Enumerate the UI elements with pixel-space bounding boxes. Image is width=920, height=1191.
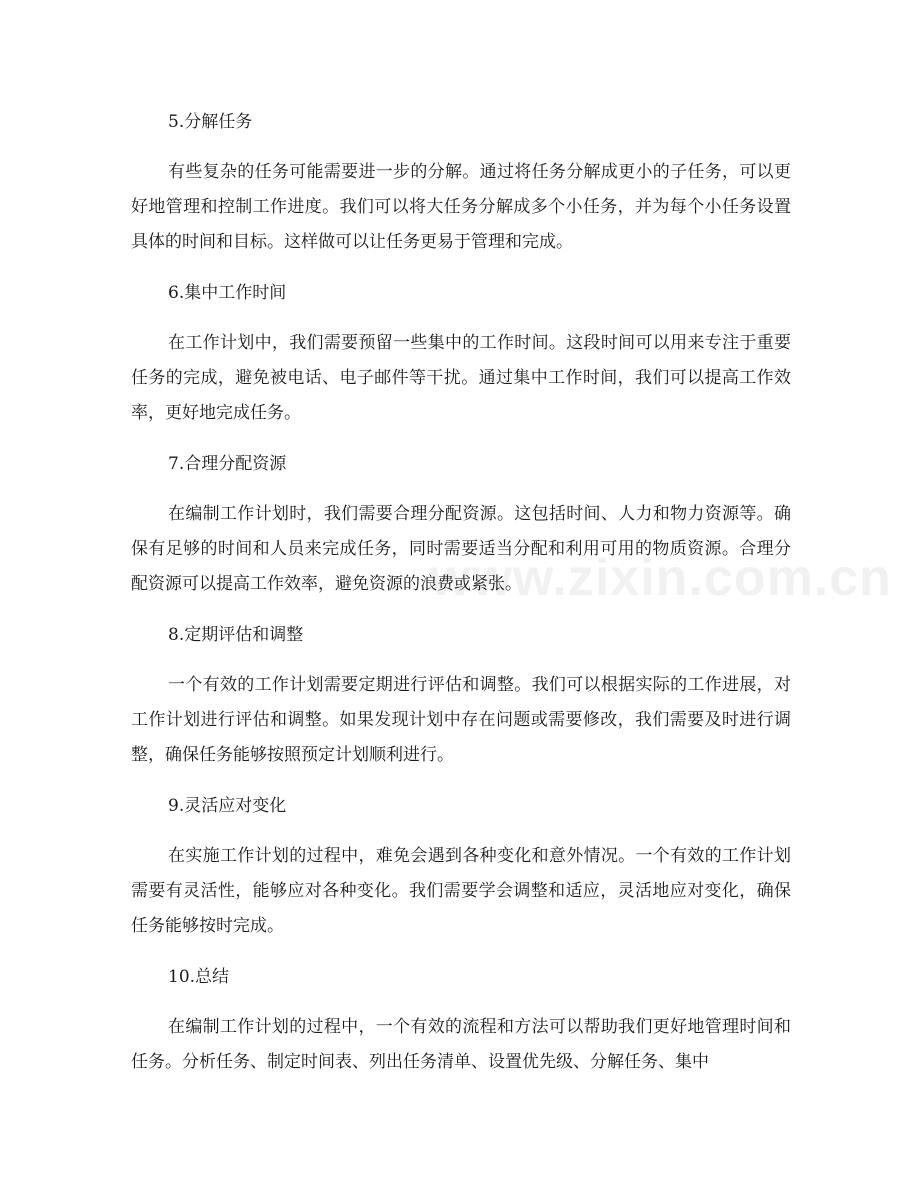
section-9 [131,788,791,944]
section-paragraph: 有些复杂的任务可能需要进一步的分解。通过将任务分解成更小的子任务，可以更好地管理和控制工作进度。我们可以将大任务分解成多个小任务，并为每个小任务设置具体的时间和目标。这样做可以让任务更易于管理和完成。 [131,162,791,252]
section-8 [131,617,791,773]
section-6 [131,275,791,431]
section-heading: 8.定期评估和调整 [168,625,304,645]
section-paragraph: 在工作计划中，我们需要预留一些集中的工作时间。这段时间可以用来专注于重要任务的完成，避免被电话、电子邮件等干扰。通过集中工作时间，我们可以提高工作效率，更好地完成任务。 [131,333,791,423]
section-paragraph: 一个有效的工作计划需要定期进行评估和调整。我们可以根据实际的工作进展，对工作计划进行评估和调整。如果发现计划中存在问题或需要修改，我们需要及时进行调整，确保任务能够按照预定计划顺利进行。 [131,675,791,765]
section-paragraph: 在编制工作计划时，我们需要合理分配资源。这包括时间、人力和物力资源等。确保有足够的时间和人员来完成任务，同时需要适当分配和利用可用的物质资源。合理分配资源可以提高工作效率，避免资源的浪费或紧张。 [131,504,791,594]
watermark: www.zixin.com.cn [430,549,892,607]
document-body [131,104,791,1095]
section-heading: 9.灵活应对变化 [168,796,287,816]
section-paragraph: 在实施工作计划的过程中，难免会遇到各种变化和意外情况。一个有效的工作计划需要有灵活性，能够应对各种变化。我们需要学会调整和适应，灵活地应对变化，确保任务能够按时完成。 [131,846,791,936]
section-heading: 5.分解任务 [168,112,253,132]
section-paragraph: 在编制工作计划的过程中，一个有效的流程和方法可以帮助我们更好地管理时间和任务。分析任务、制定时间表、列出任务清单、设置优先级、分解任务、集中 [131,1017,791,1072]
section-heading: 7.合理分配资源 [168,454,287,474]
section-7 [131,446,791,602]
section-10 [131,959,791,1080]
section-5 [131,104,791,260]
section-heading: 6.集中工作时间 [168,283,287,303]
section-heading: 10.总结 [168,967,230,987]
